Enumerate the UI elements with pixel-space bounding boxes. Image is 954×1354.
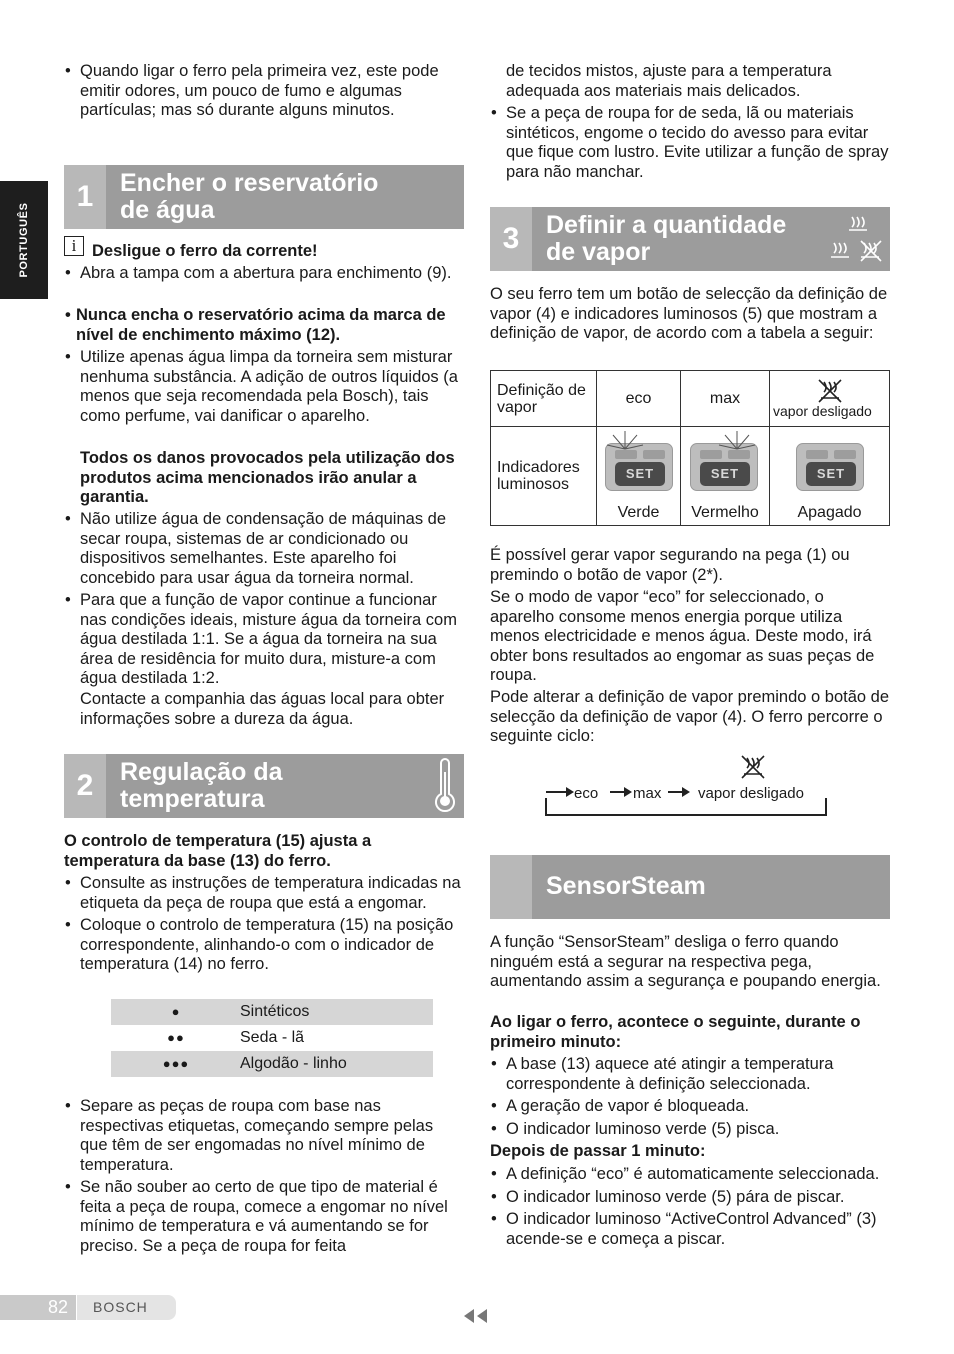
light-rays-icon (717, 429, 757, 457)
section-number: 1 (64, 165, 106, 229)
temperature-list (64, 874, 462, 975)
section-title-line: de vapor (546, 238, 651, 266)
section-title (120, 759, 283, 813)
list-item: • A definição “eco” é automaticamente seleccionada. (490, 1165, 892, 1185)
set-button-icon (796, 443, 864, 491)
water-list (64, 348, 462, 426)
cycle-step: vapor desligado (698, 785, 804, 802)
steam-cycle-diagram (540, 754, 832, 818)
list-item: • Consulte as instruções de temperatura indicadas na etiqueta da peça de roupa que está a engomar. (64, 874, 462, 913)
section-title-line: Regulação da (120, 758, 283, 786)
steam-paragraph-3: Pode alterar a definição de vapor premindo o botão de selecção da definição de vapor (4). O ferro percorre o seguinte ciclo: (490, 688, 890, 745)
indicator-off-cell (770, 427, 890, 526)
contact-note: Contacte a companhia das águas local para obter informações sobre a dureza da água. (80, 690, 445, 728)
steam-intro: O seu ferro tem um botão de selecção da definição de vapor (4) e indicadores luminosos (5) que mostram a definição de vapor, de acordo com a tabela a seguir: (490, 285, 888, 342)
language-tab-label: PORTUGUÊS (18, 202, 30, 278)
section-number (490, 855, 532, 919)
page-number: 82 (0, 1295, 76, 1320)
sensorsteam-header (490, 855, 890, 919)
list-item: • Separe as peças de roupa com base nas respectivas etiquetas, começando sempre pelas que têm de ser engomadas no nível mínimo de temperatura. (64, 1097, 464, 1175)
list-item: • O indicador luminoso verde (5) pisca. (490, 1120, 892, 1140)
thermometer-icon (432, 758, 458, 814)
section-title: SensorSteam (546, 872, 706, 900)
steam-table (490, 370, 890, 526)
list-item: • O indicador luminoso verde (5) pára de piscar. (490, 1188, 892, 1208)
silk-list (490, 104, 892, 182)
temp-row (111, 999, 433, 1025)
temperature-intro: O controlo de temperatura (15) ajusta a temperatura da base (13) do ferro. (64, 832, 372, 870)
damage-note: Todos os danos provocados pela utilização dos produtos acima mencionados irão anular a garantia. (80, 449, 455, 506)
cycle-step: max (633, 785, 662, 802)
steam-setting-eco: eco (597, 371, 681, 427)
steam-setting-max: max (681, 371, 770, 427)
section-number: 2 (64, 754, 106, 818)
intro-list (64, 62, 462, 121)
temp-label: Seda - lã (240, 1029, 305, 1046)
sensor-list-1 (490, 1055, 892, 1139)
fill-list-bold (64, 306, 464, 345)
indicator-label: Vermelho (691, 504, 759, 521)
list-item: • Se não souber ao certo de que tipo de material é feita a peça de roupa, comece a engomar no nível mínimo de temperatura e vá aumentando se for preciso. Se a peça de roupa for feita (64, 1178, 464, 1256)
sensor-bold-1: Ao ligar o ferro, acontece o seguinte, durante o primeiro minuto: (490, 1013, 861, 1051)
steam-off-label: vapor desligado (773, 403, 872, 419)
indicator-red-cell (681, 427, 770, 526)
steam-row-label: Indicadores luminosos (491, 427, 597, 526)
steam-setting-off (770, 371, 890, 427)
temp-row (111, 1051, 433, 1077)
section-number: 3 (490, 207, 532, 271)
indicator-label: Verde (617, 504, 660, 521)
light-rays-icon (605, 429, 645, 457)
set-label: SET (700, 462, 750, 486)
list-item: • Coloque o controlo de temperatura (15) na posição correspondente, alinhando-o com o indicador de temperatura (14) no ferro. (64, 916, 462, 975)
list-item: • Quando ligar o ferro pela primeira vez, este pode emitir odores, um pouco de fumo e algumas partículas; mas só durante alguns minutos. (64, 62, 462, 121)
temp-label: Algodão - linho (240, 1055, 347, 1072)
section-title-line: Encher o reservatório (120, 169, 379, 197)
steam-paragraph-2: Se o modo de vapor “eco” for seleccionado, o aparelho consome menos energia porque utiliza menos electricidade e menos água. Deste modo, irá obter bons resultados ao engomar as suas peças de roupa. (490, 588, 875, 684)
list-item: • Para que a função de vapor continue a funcionar nas condições ideais, misture água da torneira com água destilada 1:1. Se a água da torneira na sua área de residência for muito dura, misture-a com água destilada 1:2. (64, 591, 464, 689)
condensation-list (64, 510, 464, 588)
section-title-line: de água (120, 196, 215, 224)
list-item: • A geração de vapor é bloqueada. (490, 1097, 892, 1117)
temp-dots: ●● (167, 1030, 185, 1045)
section-3-header (490, 207, 890, 271)
section-title-line: temperatura (120, 785, 265, 813)
temp-dots: ● (171, 1004, 181, 1019)
mix-list (64, 591, 464, 689)
temp-label: Sintéticos (240, 1003, 310, 1020)
temp-row (111, 1025, 433, 1051)
language-tab (0, 181, 48, 299)
section-title (546, 212, 786, 266)
list-item: • Não utilize água de condensação de máquinas de secar roupa, sistemas de ar condicionado ou dispositivos semelhantes. Este aparelho foi concebido para usar água da torneira normal. (64, 510, 464, 588)
previous-page-icon[interactable] (462, 1308, 490, 1324)
list-item: • O indicador luminoso “ActiveControl Advanced” (3) acende-se e começa a piscar. (490, 1210, 892, 1249)
section-1-header (64, 165, 464, 229)
steam-settings-icon (828, 213, 886, 265)
set-label: SET (806, 462, 856, 486)
section-title-line: Definir a quantidade (546, 211, 787, 239)
continued-text: de tecidos mistos, ajuste para a temperatura adequada aos materiais mais delicados. (506, 62, 832, 100)
sensor-bold-2: Depois de passar 1 minuto: (490, 1142, 706, 1160)
sensor-list-2 (490, 1165, 892, 1249)
steam-paragraph-1: É possível gerar vapor segurando na pega (1) ou premindo o botão de vapor (2*). (490, 546, 850, 584)
cycle-step: eco (574, 785, 599, 802)
sensor-paragraph: A função “SensorSteam” desliga o ferro quando ninguém está a segurar na respectiva pega, aumentando assim a segurança e poupando energia. (490, 933, 881, 990)
list-item: • Utilize apenas água limpa da torneira sem misturar nenhuma substância. A adição de outros líquidos (a menos que seja recomendada pela Bosch), tais como perfume, vai danificar o aparelho. (64, 348, 462, 426)
indicator-green-cell (597, 427, 681, 526)
list-item: • Se a peça de roupa for de seda, lã ou materiais sintéticos, engome o tecido do avesso para evitar que fique com lustro. Evite utilizar a função de spray para não manchar. (490, 104, 892, 182)
brand-label: BOSCH (77, 1295, 176, 1320)
temp-dots: ●●● (162, 1056, 190, 1071)
list-item: • A base (13) aquece até atingir a temperatura correspondente à definição seleccionada. (490, 1055, 892, 1094)
separate-list (64, 1097, 464, 1256)
info-icon: i (64, 236, 84, 256)
section-title (120, 170, 378, 224)
set-label: SET (615, 462, 665, 486)
steam-off-icon (815, 378, 845, 406)
section-2-header (64, 754, 464, 818)
warning-text: Desligue o ferro da corrente! (92, 242, 318, 260)
indicator-label: Apagado (797, 504, 862, 521)
list-item: • Nunca encha o reservatório acima da marca de nível de enchimento máximo (12). (64, 306, 464, 345)
fill-list (64, 264, 462, 284)
steam-row-label: Definição de vapor (491, 371, 597, 427)
list-item: • Abra a tampa com a abertura para enchimento (9). (64, 264, 462, 284)
